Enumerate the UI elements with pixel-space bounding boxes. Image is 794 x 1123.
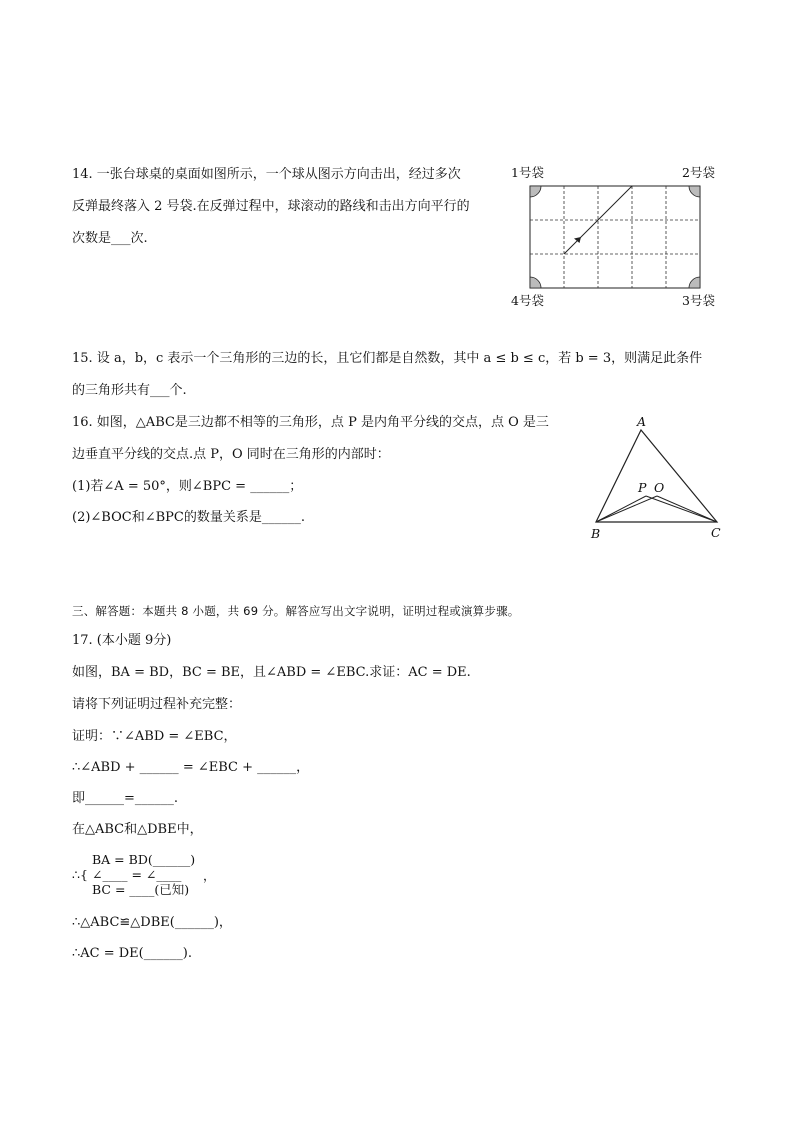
q16-line-2: 边垂直平分线的交点.点 P，O 同时在三角形的内部时： [72,447,390,462]
segment-oc [657,496,717,522]
pocket-4-label: 4号袋 [511,293,544,308]
q17-statement: 如图，BA = BD，BC = BE，且∠ABD = ∠EBC.求证：AC = DE. [72,665,471,680]
segment-bp [596,496,646,522]
system-line-2: ∠____ = ∠____ [92,867,182,882]
q14-line-3: 次数是___次. [72,231,148,246]
q16-line-1: 16. 如图，△ABC是三边都不相等的三角形，点 P 是内角平分线的交点，点 O 是三 [72,415,549,430]
q14-line-2: 反弹最终落入 2 号袋.在反弹过程中，球滚动的路线和击出方向平行的 [72,199,470,214]
vertex-c-label: C [711,525,721,540]
system-line-1: BA = BD(______) [92,852,196,867]
segment-bo [596,496,657,522]
q17-proof-line-1: 证明：∵∠ABD = ∠EBC， [72,729,237,744]
q15-line-2: 的三角形共有___个. [72,383,187,398]
section-3-heading: 三、解答题：本题共 8 小题，共 69 分。解答应写出文字说明，证明过程或演算步骤。 [72,604,520,618]
q15-line-1: 15. 设 a，b，c 表示一个三角形的三边的长，且它们都是自然数，其中 a ≤ b ≤ c，若 b = 3，则满足此条件 [72,351,703,366]
system-suffix: ， [203,868,216,883]
q16-line-3: (1)若∠A = 50°，则∠BPC = ______； [72,479,303,494]
vertex-b-label: B [591,526,601,541]
pocket-2-label: 2号袋 [682,165,715,180]
point-p-label: P [638,480,647,495]
system-line-3: BC = ____(已知) [92,882,190,897]
pocket-3-label: 3号袋 [682,293,715,308]
q17-proof-line-4: 在△ABC和△DBE中， [72,822,203,837]
q16-line-4: (2)∠BOC和∠BPC的数量关系是______. [72,510,305,525]
q14-line-1: 14. 一张台球桌的桌面如图所示，一个球从图示方向击出，经过多次 [72,167,461,182]
pocket-1-label: 1号袋 [511,165,544,180]
q17-proof-line-2: ∴∠ABD + ______ = ∠EBC + ______， [72,760,310,775]
vertex-a-label: A [637,414,647,429]
point-o-label: O [654,480,665,495]
q17-instruction: 请将下列证明过程补充完整： [72,697,242,712]
q17-proof-line-6: ∴AC = DE(______). [72,946,192,961]
q17-proof-line-5: ∴△ABC≌△DBE(______)， [72,915,232,930]
system-prefix: ∴{ [72,867,88,882]
triangle-abc [596,430,717,522]
q17-title: 17. (本小题 9分) [72,633,172,648]
q17-proof-line-3: 即______=______. [72,791,179,806]
